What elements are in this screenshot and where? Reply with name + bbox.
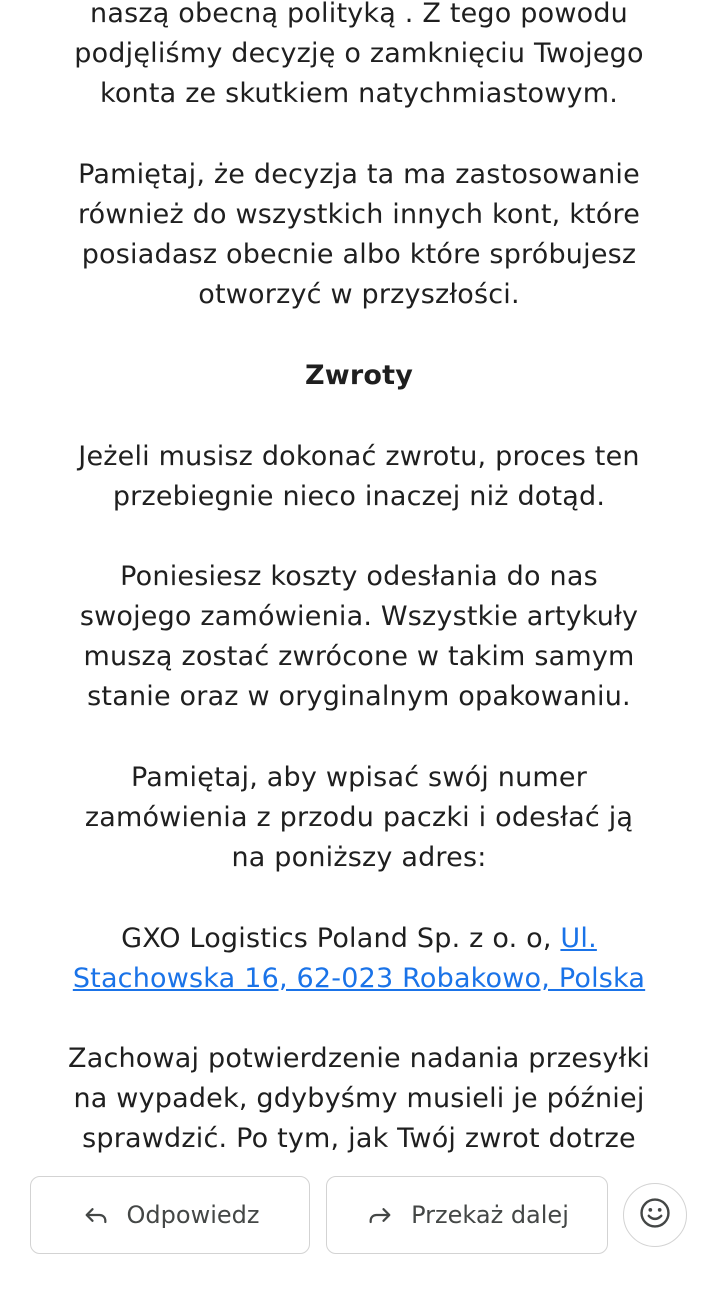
email-actions-bar: [30, 1176, 690, 1256]
text-line: Pamiętaj, aby wpisać swój numer: [130, 762, 588, 793]
text-line: swojego zamówienia. Wszystkie artykuły: [79, 601, 639, 632]
text-line: stanie oraz w oryginalnym opakowaniu.: [87, 681, 631, 712]
emoji-reaction-button[interactable]: [623, 1183, 687, 1247]
forward-button[interactable]: [326, 1176, 608, 1254]
reply-arrow-icon: [81, 1200, 111, 1230]
text-line: zamówienia z przodu paczki i odesłać ją: [84, 802, 634, 833]
text-line: na poniższy adres:: [231, 842, 487, 873]
text-line: Zachowaj potwierdzenie nadania przesyłki: [68, 1043, 650, 1074]
smiley-face-icon: [638, 1196, 672, 1234]
paragraph-order-number: [40, 758, 678, 878]
text-line: przebiegnie nieco inaczej niż dotąd.: [112, 481, 606, 512]
address-company: GXO Logistics Poland Sp. z o. o,: [121, 923, 561, 954]
text-line: Pamiętaj, że decyzja ta ma zastosowanie: [78, 159, 640, 190]
text-line: posiadasz obecnie albo które spróbujesz: [81, 239, 637, 270]
text-line: Jeżeli musisz dokonać zwrotu, proces ten: [78, 441, 640, 472]
paragraph-decision-scope: [40, 155, 678, 315]
reply-label: Odpowiedz: [126, 1201, 260, 1229]
paragraph-account-closure: [40, 0, 678, 114]
text-line: na wypadek, gdybyśmy musieli je później: [73, 1083, 645, 1114]
address-link[interactable]: Stachowska 16, 62-023 Robakowo, Polska: [72, 963, 646, 994]
text-line: naszą obecną polityką . Z tego powodu: [90, 0, 628, 29]
text-line: konta ze skutkiem natychmiastowym.: [99, 78, 619, 109]
text-line: podjęliśmy decyzję o zamknięciu Twojego: [74, 38, 644, 69]
text-line: również do wszystkich innych kont, które: [77, 199, 641, 230]
section-heading-returns: [40, 356, 678, 396]
paragraph-return-costs: [40, 557, 678, 717]
text-line: Poniesiesz koszty odesłania do nas: [120, 561, 598, 592]
forward-label: Przekaż dalej: [411, 1201, 569, 1229]
text-line: muszą zostać zwrócone w takim samym: [83, 641, 635, 672]
paragraph-return-address: [40, 919, 678, 999]
reply-button[interactable]: [30, 1176, 310, 1254]
forward-arrow-icon: [365, 1200, 395, 1230]
paragraph-returns-intro: [40, 437, 678, 517]
paragraph-keep-confirmation: [40, 1039, 678, 1159]
text-line: sprawdzić. Po tym, jak Twój zwrot dotrze: [82, 1123, 636, 1154]
heading-text: Zwroty: [304, 360, 414, 391]
text-line: otworzyć w przyszłości.: [198, 279, 520, 310]
address-link[interactable]: Ul.: [560, 923, 597, 954]
